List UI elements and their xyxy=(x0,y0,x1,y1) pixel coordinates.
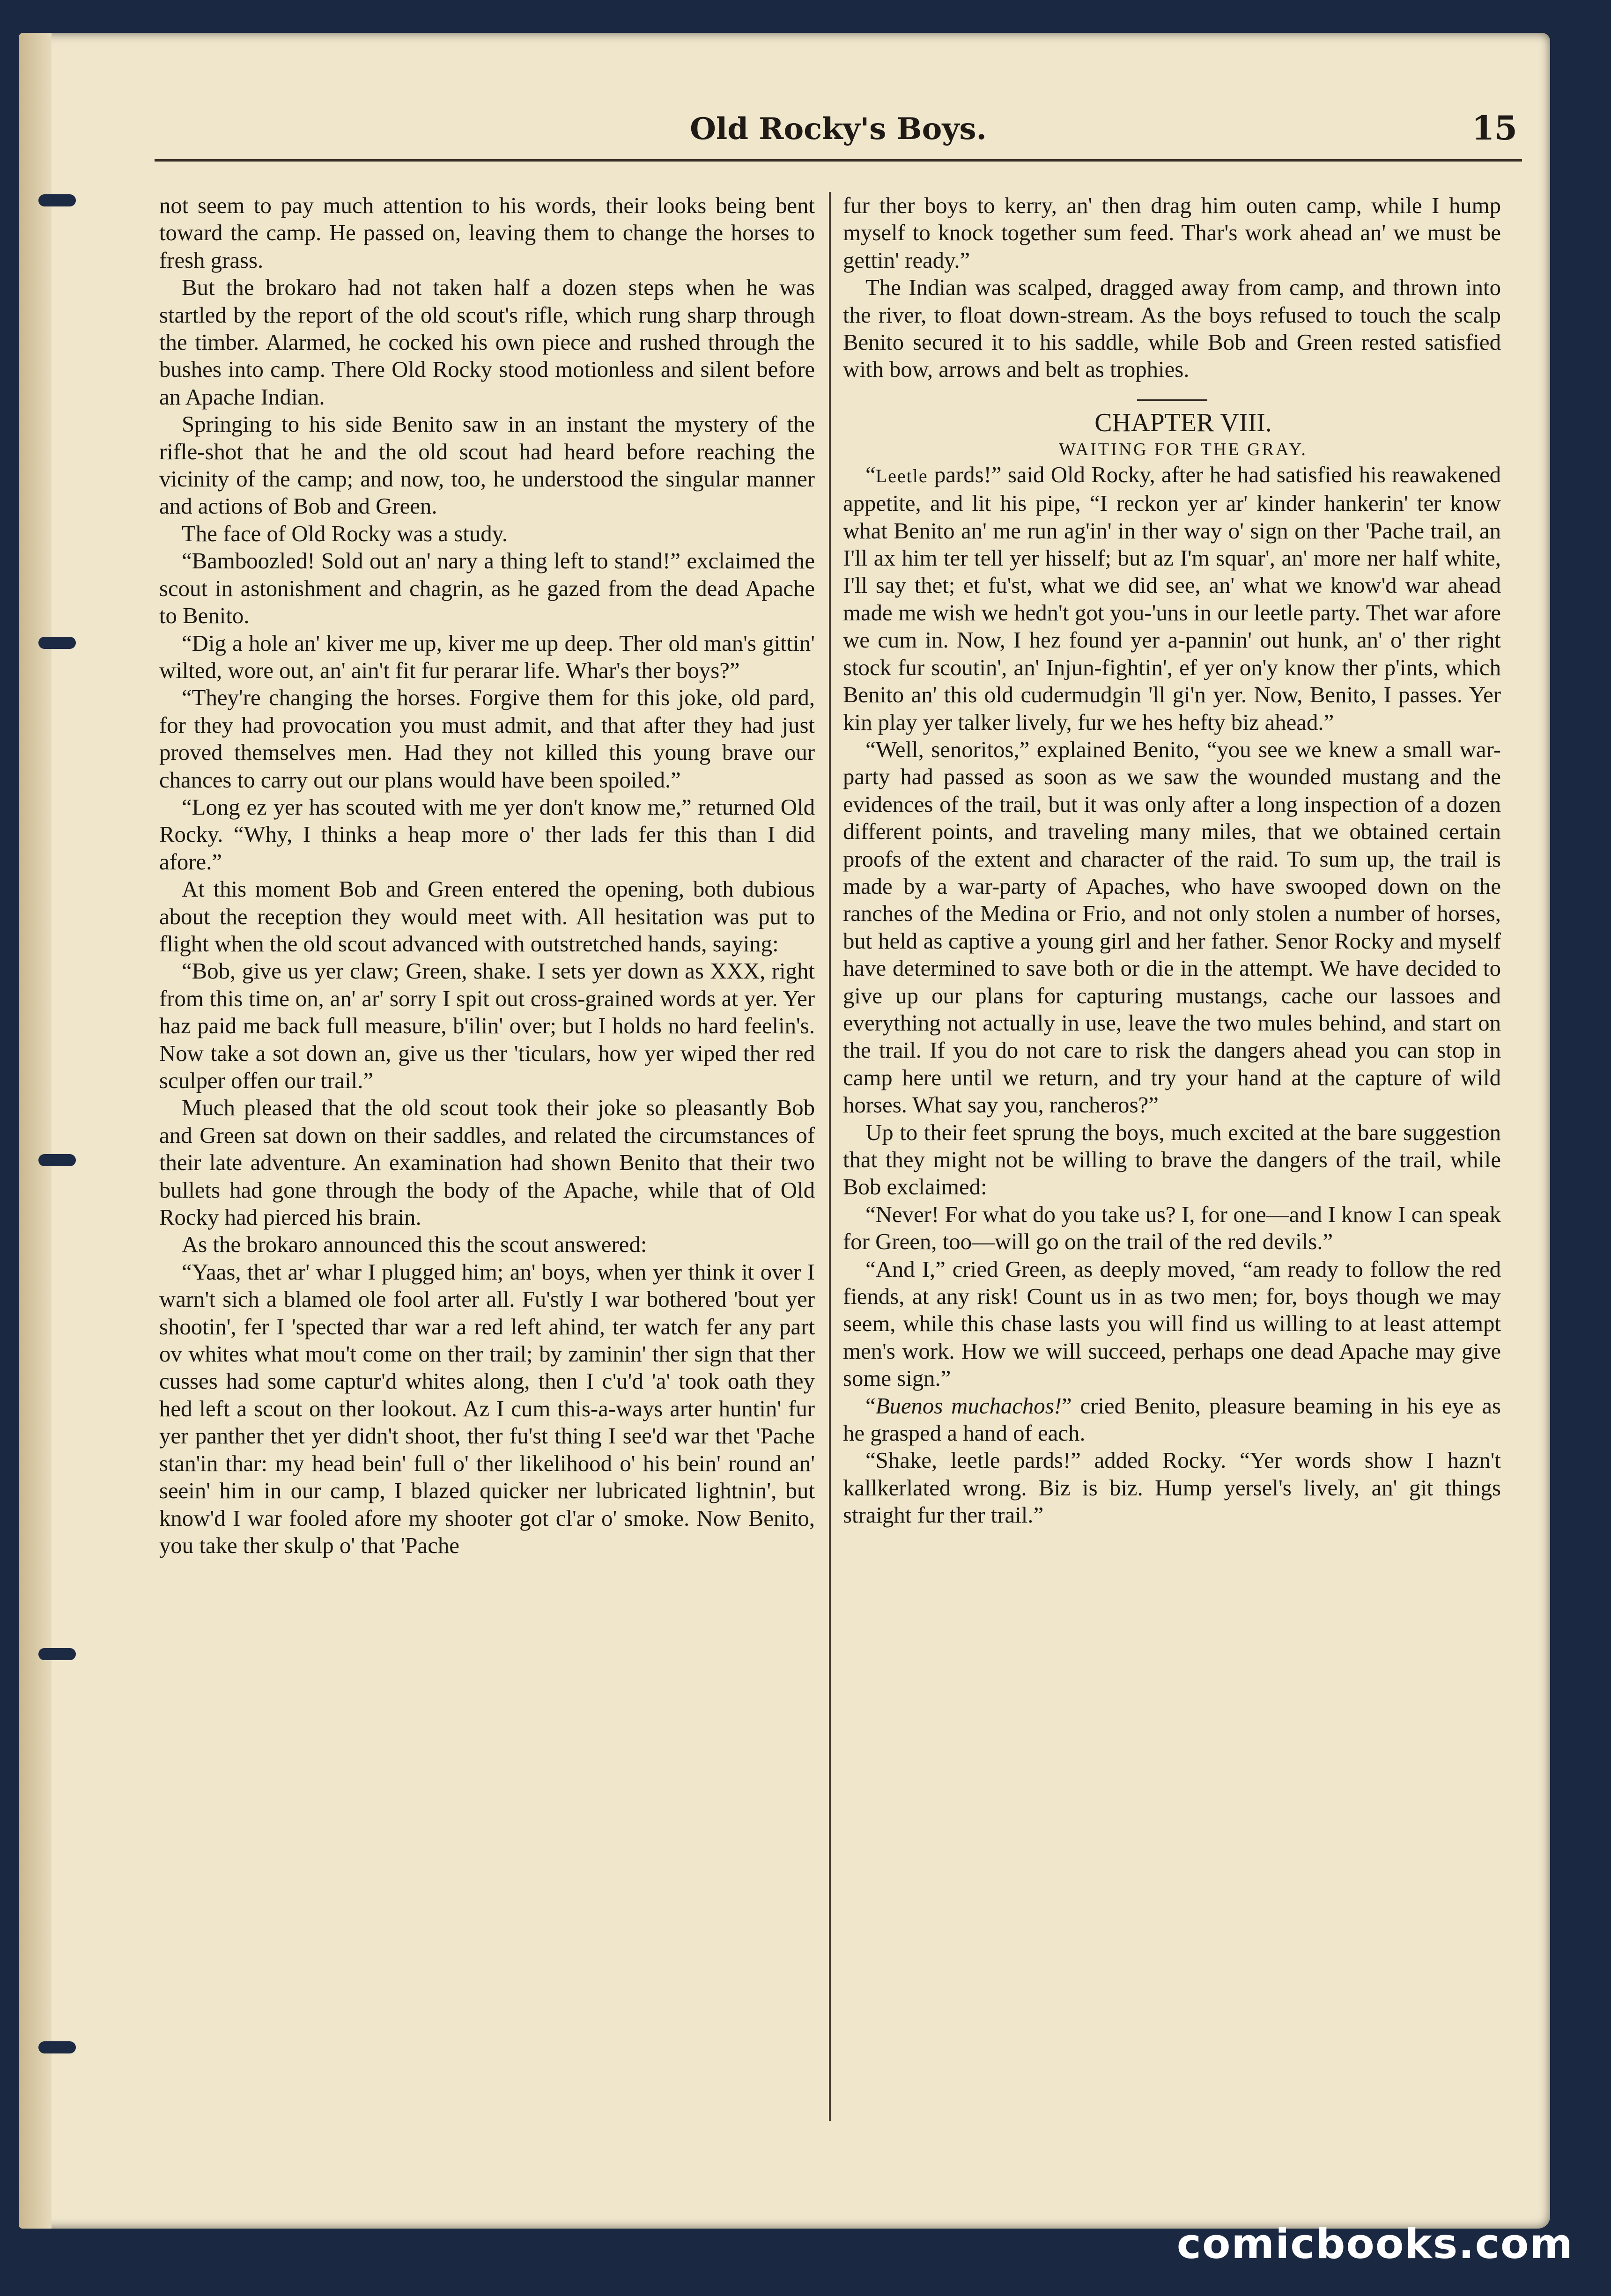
binding-hole xyxy=(38,194,76,206)
small-caps-word: Leetle xyxy=(875,465,928,486)
paragraph: “Long ez yer has scouted with me yer don't know me,” returned Old Rocky. “Why, I thinks a heap more o' ther lads fer this than I did afore.” xyxy=(159,794,815,875)
italic-phrase: Buenos muchachos! xyxy=(875,1393,1062,1419)
paragraph: Springing to his side Benito saw in an instant the mystery of the rifle-shot that he and the old scout had heard before reaching the vicinity of the camp; and now, too, he understood the singular manner and actions of Bob and Green. xyxy=(159,412,815,519)
watermark: comicbooks.com xyxy=(1176,2220,1574,2268)
paragraph: The face of Old Rocky was a study. xyxy=(182,521,508,546)
binding-hole xyxy=(38,1154,76,1166)
paragraph: But the brokaro had not taken half a dozen steps when he was startled by the report of the old scout's rifle, which rung sharp through the timber. Alarmed, he cocked his own piece and rushed through the bushes into camp. There Old Rocky stood motionless and silent before an Apache Indian. xyxy=(159,275,815,410)
paragraph: As the brokaro announced this the scout answered: xyxy=(182,1232,647,1258)
paragraph: Up to their feet sprung the boys, much excited at the bare suggestion that they might not be willing to brave the dangers of the trail, while Bob exclaimed: xyxy=(843,1119,1501,1200)
binding-hole xyxy=(38,2041,76,2053)
page-number: 15 xyxy=(1471,109,1517,147)
paragraph-text: ” cried Benito, pleasure beaming in his eye as he grasped a hand of each. xyxy=(843,1393,1501,1446)
chapter-subtitle: WAITING FOR THE GRAY. xyxy=(1059,439,1308,459)
page-gutter xyxy=(19,33,52,2229)
binding-hole xyxy=(38,637,76,649)
paragraph: At this moment Bob and Green entered the opening, both dubious about the reception they would meet with. All hesitation was put to flight when the old scout advanced with outstretched hands, saying: xyxy=(159,876,815,957)
running-title: Old Rocky's Boys. xyxy=(690,111,987,147)
paragraph: “Never! For what do you take us? I, for one—and I know I can speak for Green, too—will go on the trail of the red devils.” xyxy=(843,1201,1501,1255)
paragraph xyxy=(843,461,1501,736)
paragraph: “Bob, give us yer claw; Green, shake. I sets yer down as XXX, right from this time on, an' ar' sorry I spit out cross-grained words at yer. Yer haz paid me back full measure, b'ilin' over; but I holds no hard feelin's. Now take a sot down an, give us ther 'ticulars, how yer wiped ther red sculper offen our trail.” xyxy=(159,958,815,1093)
binding-hole xyxy=(38,1648,76,1660)
paragraph: Much pleased that the old scout took their joke so pleasantly Bob and Green sat down on their saddles, and related the circumstances of their late adventure. An examination had shown Benito that their two bullets had gone through the body of the Apache, while that of Old Rocky had pierced his brain. xyxy=(159,1095,815,1230)
column-rule xyxy=(829,192,831,2121)
paragraph: “Dig a hole an' kiver me up, kiver me up deep. Ther old man's gittin' wilted, wore out, an' ain't fit fur perarar life. Whar's ther boys?” xyxy=(159,630,815,683)
paragraph: “Shake, leetle pards!” added Rocky. “Yer words show I hazn't kallkerlated wrong. Biz is biz. Hump yersel's lively, an' git things straight fur ther trail.” xyxy=(843,1448,1501,1528)
paragraph: fur ther boys to kerry, an' then drag him outen camp, while I hump myself to knock together sum feed. Thar's work ahead an' we must be gettin' ready.” xyxy=(843,193,1501,273)
paragraph xyxy=(843,1392,1501,1447)
paragraph: “And I,” cried Green, as deeply moved, “am ready to follow the red fiends, at any risk! Count us in as two men; for, boys though we may seem, while this chase lasts you will find us willing to at least attempt men's work. How we will succeed, perhaps one dead Apache may give some sign.” xyxy=(843,1256,1501,1391)
paragraph: The Indian was scalped, dragged away from camp, and thrown into the river, to float down-stream. As the boys refused to touch the scalp Benito secured it to his saddle, while Bob and Green rested satisfied with bow, arrows and belt as trophies. xyxy=(843,275,1501,383)
paragraph: “Yaas, thet ar' whar I plugged him; an' boys, when yer think it over I warn't sich a blamed ole fool arter all. Fu'stly I war bothered 'bout yer shootin', fer I 'spected thar war a red left ahind, ter watch fer any part ov whites what mou't come on ther trail; by zaminin' ther sign that ther cusses had some captur'd whites along, then I c'u'd 'a' took oath they hed left a scout on ther lookout. Az I cum this-a-ways arter huntin' fur yer panther thet yer didn't shoot, ther fu'st thing I see'd war thet 'Pache stan'in thar: my head bein' full o' ther likelihood o' his bein' round an' seein' him in our camp, I blazed quicker ner lubricated lightnin', but know'd I war fooled afore my shooter got cl'ar o' smoke. Now Benito, you take ther skulp o' that 'Pache xyxy=(159,1259,815,1558)
chapter-rule xyxy=(1137,399,1207,401)
paragraph: “They're changing the horses. Forgive them for this joke, old pard, for they had provocation you must admit, and that after they had just proved themselves men. Had they not killed this young brave our chances to carry out our plans would have been spoiled.” xyxy=(159,685,815,793)
page-header xyxy=(155,108,1522,162)
paragraph: not seem to pay much attention to his words, their looks being bent toward the camp. He passed on, leaving them to change the horses to fresh grass. xyxy=(159,193,815,273)
quote-mark: “ xyxy=(865,462,876,487)
paragraph: “Bamboozled! Sold out an' nary a thing left to stand!” exclaimed the scout in astonishment and chagrin, as he gazed from the dead Apache to Benito. xyxy=(159,548,815,629)
right-column xyxy=(843,192,1501,2121)
chapter-heading: CHAPTER VIII. xyxy=(1094,408,1272,437)
left-column xyxy=(159,192,815,2121)
quote-mark: “ xyxy=(865,1393,876,1419)
paragraph-text: pards!” said Old Rocky, after he had satisfied his reawakened appetite, and lit his pipe, “I reckon yer ar' kinder hankerin' ter know what Benito an' me run ag'in' in ther way o' sign on ther 'Pache trail, an I'll ax him ter tell yer hisself; but az I'm squar', an' more ner half white, I'll say thet; et fu'st, what we did see, an' what we know'd war ahead made me wish we hedn't got you-'uns in our leetle party. Thet war afore we cum in. Now, I hez found yer a-pannin' out hunk, an' o' ther right stock fur scoutin', an' Injun-fightin', ef yer on'y know ther p'ints, which Benito an' this old cudermudgin 'll gi'n yer. Now, Benito, I passes. Yer kin play yer talker lively, fur we hes hefty biz ahead.” xyxy=(843,462,1501,735)
paragraph: “Well, senoritos,” explained Benito, “you see we knew a small war-party had passed as soon as we saw the wounded mustang and the evidences of the trail, but it was only after a long inspection of a dozen different points, and traveling many miles, that we obtained certain proofs of the extent and character of the raid. To sum up, the trail is made by a war-party of Apaches, who have swooped down on the ranches of the Medina or Frio, and not only stolen a number of horses, but held as captive a young girl and her father. Senor Rocky and myself have determined to save both or die in the attempt. We have decided to give up our plans for capturing mustangs, cache our lassoes and everything not actually in use, leave the two mules behind, and start on the trail. If you do not care to risk the dangers ahead you can stop in camp here until we return, and try your hand at the capture of wild horses. What say you, rancheros?” xyxy=(843,736,1501,1118)
